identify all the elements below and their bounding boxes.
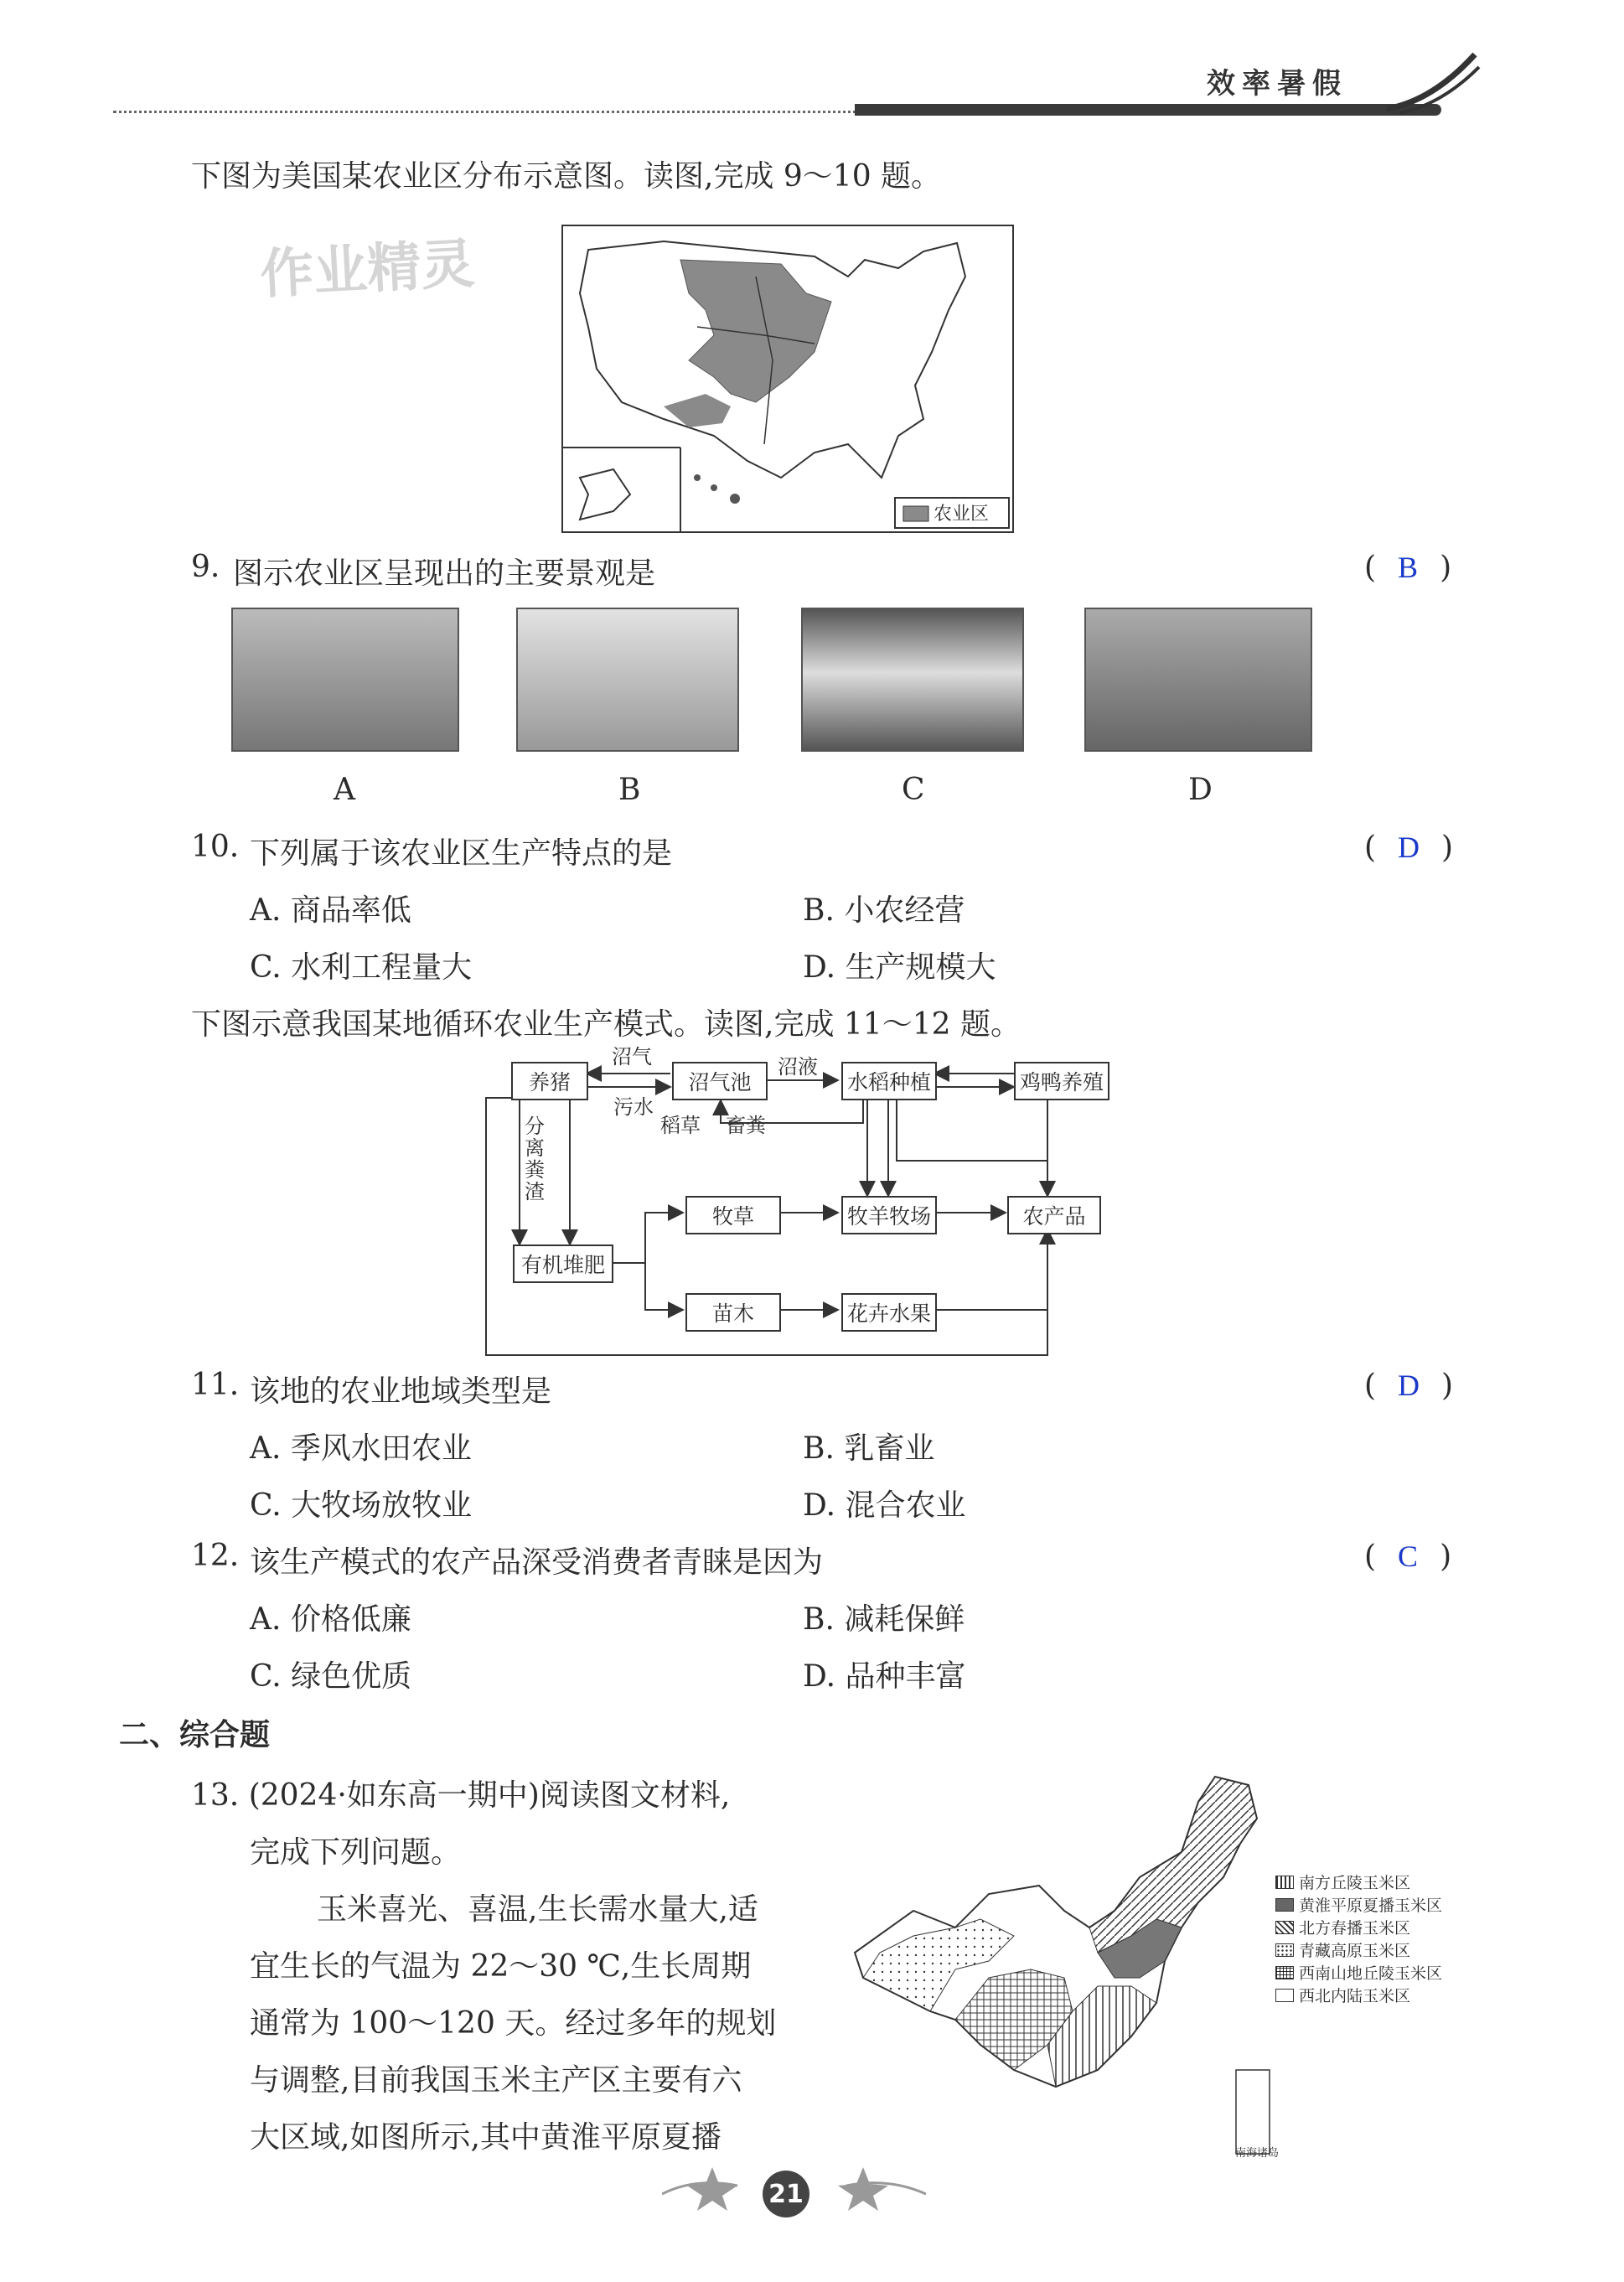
china-map xyxy=(846,1768,1282,2162)
legend-label: 南方丘陵玉米区 xyxy=(1299,1874,1411,1892)
footer-star-right-icon xyxy=(830,2160,930,2211)
header-title: 效率暑假 xyxy=(1207,67,1347,101)
legend-swatch-grid-icon xyxy=(1275,1966,1294,1979)
node-jiya: 鸡鸭养殖 xyxy=(1014,1062,1109,1100)
q13-line-4: 宜生长的气温为 22～30 ℃,生长周期 xyxy=(250,1949,752,1984)
q9-image-label-b: B xyxy=(618,773,641,807)
q9-image-d xyxy=(1084,608,1312,752)
us-map-legend: 农业区 xyxy=(934,504,990,525)
q9-image-c xyxy=(801,608,1024,752)
q13-line-7: 大区域,如图所示,其中黄淮平原夏播 xyxy=(250,2120,721,2155)
q9-image-label-d: D xyxy=(1188,773,1213,807)
watermark: 作业精灵 xyxy=(258,233,477,307)
q11-option-b: B. 乳畜业 xyxy=(803,1431,935,1466)
legend-label: 北方春播玉米区 xyxy=(1299,1919,1411,1938)
q9-answer: B xyxy=(1398,551,1419,584)
intro-text-2: 下图示意我国某地循环农业生产模式。读图,完成 11～12 题。 xyxy=(191,1007,1021,1042)
q10-option-a: A. 商品率低 xyxy=(250,893,411,928)
footer-star-left-icon xyxy=(662,2160,763,2211)
south-sea-inset xyxy=(1236,2070,1270,2154)
q10-number: 10. xyxy=(191,830,240,864)
q13-line-5: 通常为 100～120 天。经过多年的规划 xyxy=(250,2006,777,2041)
q13-line-2: 完成下列问题。 xyxy=(250,1835,462,1870)
legend-swatch-dots-icon xyxy=(1275,1943,1294,1957)
legend-qingzang xyxy=(1275,1938,1410,1961)
q12-text: 该生产模式的农产品深受消费者青睐是因为 xyxy=(250,1545,824,1580)
legend-swatch-blank-icon xyxy=(1275,1989,1294,2002)
flow-diagram xyxy=(478,1043,1104,1358)
us-map-svg xyxy=(563,226,1012,531)
q10-option-b: B. 小农经营 xyxy=(803,893,965,928)
us-map xyxy=(561,225,1014,533)
q12-option-d: D. 品种丰富 xyxy=(803,1659,966,1694)
node-duifei: 有机堆肥 xyxy=(513,1244,613,1283)
header-swoosh-icon xyxy=(1383,50,1483,117)
q12-option-b: B. 减耗保鲜 xyxy=(803,1602,965,1637)
q9-image-a xyxy=(231,608,459,752)
q12-number: 12. xyxy=(191,1539,240,1573)
q10-option-d: D. 生产规模大 xyxy=(803,950,996,985)
q11-option-d: D. 混合农业 xyxy=(803,1488,966,1523)
legend-north-spring xyxy=(1275,1916,1410,1938)
q10-answer-paren: ( D ) xyxy=(1364,831,1454,865)
label-zhaoye: 沼液 xyxy=(778,1055,818,1079)
node-nongchanpin: 农产品 xyxy=(1007,1196,1101,1234)
legend-northwest xyxy=(1275,1984,1410,2006)
legend-label: 西北内陆玉米区 xyxy=(1299,1987,1411,2005)
label-xufen: 畜粪 xyxy=(726,1114,766,1137)
q9-image-b xyxy=(516,608,739,752)
q11-option-a: A. 季风水田农业 xyxy=(250,1431,472,1466)
node-shuidao: 水稻种植 xyxy=(841,1062,937,1100)
legend-swatch-vertical-icon xyxy=(1275,1876,1294,1889)
q13-line-3: 玉米喜光、喜温,生长需水量大,适 xyxy=(317,1892,758,1927)
q11-answer: D xyxy=(1398,1369,1420,1402)
q11-option-c: C. 大牧场放牧业 xyxy=(250,1488,473,1523)
q10-option-c: C. 水利工程量大 xyxy=(250,950,473,985)
legend-swatch-solid-icon xyxy=(1275,1898,1294,1912)
q11-text: 该地的农业地域类型是 xyxy=(250,1374,552,1409)
intro-text-1: 下图为美国某农业区分布示意图。读图,完成 9～10 题。 xyxy=(191,159,942,194)
label-wushui: 污水 xyxy=(613,1095,654,1119)
label-zhaoqi: 沼气 xyxy=(612,1045,652,1069)
q10-answer: D xyxy=(1398,831,1420,864)
q13-line-6: 与调整,目前我国玉米主产区主要有六 xyxy=(250,2063,742,2098)
q9-image-label-a: A xyxy=(334,773,355,807)
page-number: 21 xyxy=(768,2179,804,2209)
node-yangzhu: 养猪 xyxy=(511,1062,588,1100)
legend-label: 西南山地丘陵玉米区 xyxy=(1299,1964,1443,1983)
label-fenli: 分离粪渣 xyxy=(525,1115,545,1203)
legend-label: 黄淮平原夏播玉米区 xyxy=(1299,1896,1443,1915)
label-daocao: 稻草 xyxy=(660,1114,701,1137)
legend-southwest xyxy=(1275,1961,1442,1984)
q10-text: 下列属于该农业区生产特点的是 xyxy=(250,836,673,871)
q12-option-c: C. 绿色优质 xyxy=(250,1659,412,1694)
south-sea-inset-label: 南海诸岛 xyxy=(1235,2147,1280,2160)
section2-title: 二、综合题 xyxy=(119,1718,271,1752)
q9-number: 9. xyxy=(191,550,220,584)
q11-answer-paren: ( D ) xyxy=(1364,1369,1454,1403)
legend-swatch-diagonal-icon xyxy=(1275,1921,1294,1934)
q11-number: 11. xyxy=(191,1368,240,1402)
legend-south-hills xyxy=(1275,1871,1410,1893)
q13-line-1: 13. (2024·如东高一期中)阅读图文材料, xyxy=(191,1778,731,1813)
legend-label: 青藏高原玉米区 xyxy=(1299,1942,1411,1960)
q12-answer: C xyxy=(1398,1539,1419,1573)
node-miaomu: 苗木 xyxy=(685,1293,781,1332)
q9-image-label-c: C xyxy=(902,773,925,807)
page-number-badge xyxy=(763,2171,809,2217)
node-zhaoqichi: 沼气池 xyxy=(672,1062,768,1100)
legend-huanghuai xyxy=(1275,1893,1442,1916)
q9-text: 图示农业区呈现出的主要景观是 xyxy=(233,556,656,591)
header-dotted-line xyxy=(113,111,867,113)
q12-option-a: A. 价格低廉 xyxy=(250,1602,411,1637)
q9-answer-paren: ( B ) xyxy=(1364,551,1452,585)
node-mucao: 牧草 xyxy=(685,1196,781,1234)
q12-answer-paren: ( C ) xyxy=(1364,1539,1452,1574)
header-bar xyxy=(855,104,1441,116)
node-huahui: 花卉水果 xyxy=(841,1293,937,1332)
node-muyang: 牧羊牧场 xyxy=(841,1196,937,1234)
